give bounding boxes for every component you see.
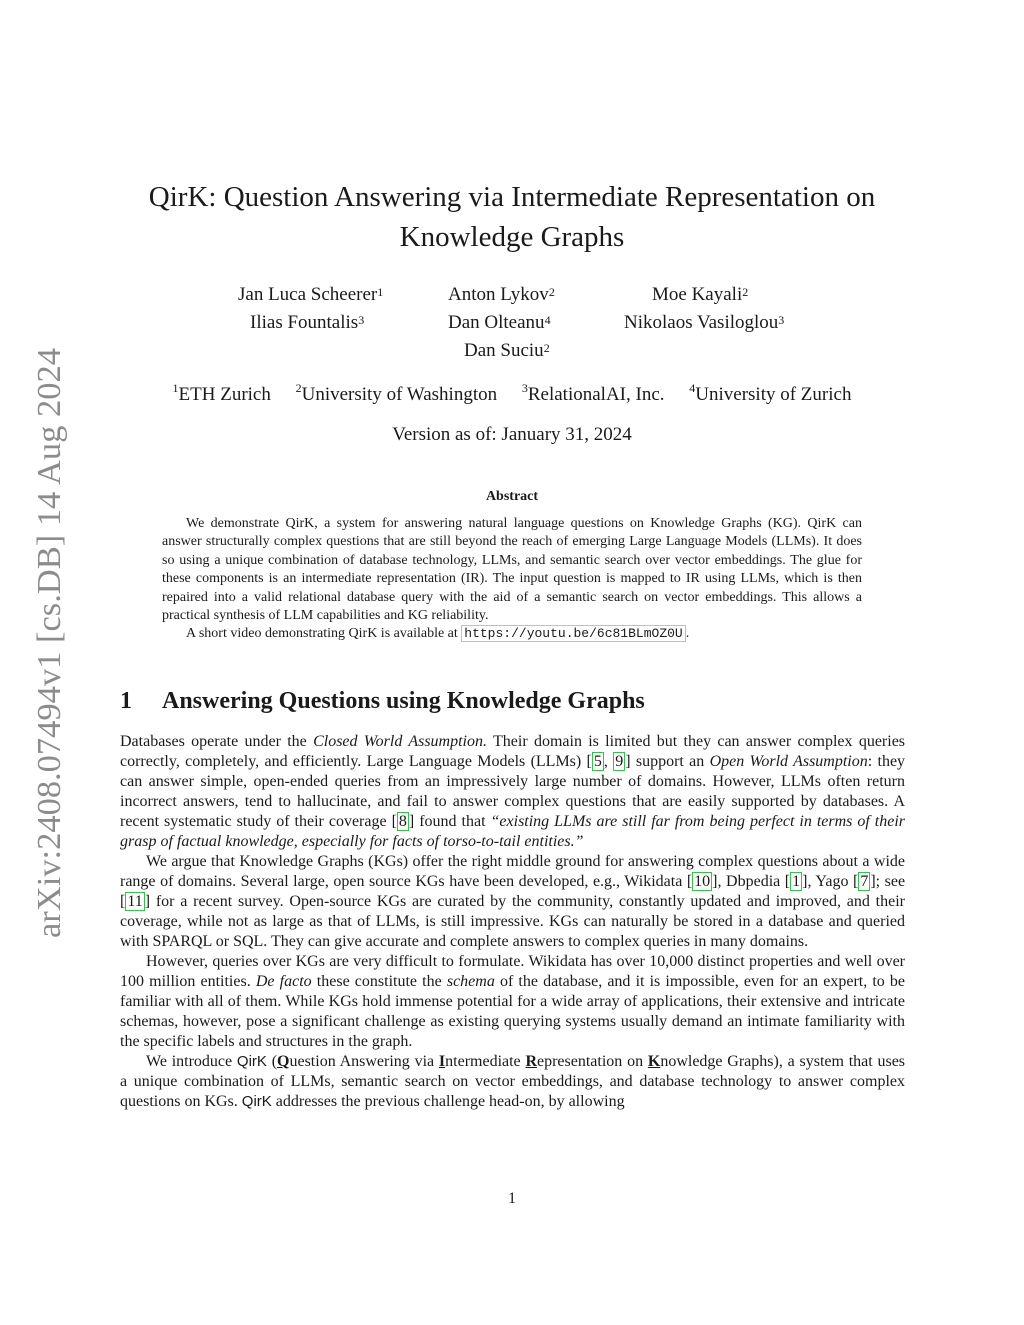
arxiv-id-text: arXiv:2408.07494v1 [cs.DB] 14 Aug 2024 xyxy=(31,356,68,938)
section-number: 1 xyxy=(120,688,132,714)
video-link[interactable]: https://youtu.be/6c81BLmOZ0U xyxy=(461,625,685,642)
body-paragraph-3: However, queries over KGs are very difficult to formulate. Wikidata has over 10,000 distinct properties and well over 100 million entities. De facto these constitute the schema of the database, and it is impossible, even for an expert, to be familiar with all of them. While KGs hold immense potential for a wide array of applications, their extensive and intricate schemas, however, pose a significant challenge as existing querying systems usually demand an intimate familiarity with the specific labels and structures in the graph. xyxy=(120,953,906,1050)
citation-link[interactable]: 9 xyxy=(615,753,624,770)
citation-link[interactable]: 5 xyxy=(593,753,602,770)
affiliation: $^3$RelationalAI, Inc. xyxy=(521,381,665,405)
abstract-video-line: A short video demonstrating QirK is available at https://youtu.be/6c81BLmOZ0U . xyxy=(186,626,690,642)
affiliation: $^2$University of Washington xyxy=(295,381,498,405)
section-title-text: Answering Questions using Knowledge Graphs xyxy=(162,688,645,714)
title-line-2: Knowledge Graphs xyxy=(399,221,625,253)
abstract-heading: Abstract xyxy=(485,489,539,504)
version-date: Version as of: January 31, 2024 xyxy=(392,424,632,445)
body-paragraph-4: We introduce QirK (Question Answering via Intermediate Representation on Knowledge Graphs), a system that uses a unique combination of LLMs, semantic search on vector embeddings, and database technology to answer complex questions on KGs. QirK addresses the previous challenge head-on, by allowing xyxy=(120,1053,906,1110)
author: Anton Lykov$^2$ xyxy=(448,284,555,305)
author: Nikolaos Vasiloglou$^3$ xyxy=(624,312,785,333)
affiliations xyxy=(0,381,1024,406)
citation-link[interactable]: 1 xyxy=(792,873,801,890)
citation-link[interactable]: 7 xyxy=(860,873,869,890)
author: Dan Suciu$^2$ xyxy=(464,340,550,361)
citation-link[interactable]: 10 xyxy=(694,873,711,890)
abstract-paragraph: We demonstrate QirK, a system for answering natural language questions on Knowledge Graphs (KG). QirK can answer structurally complex questions that are still beyond the reach of emerging Large Language Models (LLMs). It does so using a unique combination of database technology, LLMs, and semantic search over vector embeddings. The glue for these components is an intermediate representation (IR). The input question is mapped to IR using LLMs, which is then repaired into a valid relational database query with the aid of a semantic search on vector embeddings. This allows a practical synthesis of LLM capabilities and KG reliability. xyxy=(162,516,862,624)
affiliation: $^4$University of Zurich xyxy=(689,381,852,405)
affiliation: $^1$ETH Zurich xyxy=(172,381,271,405)
page-number: 1 xyxy=(508,1190,516,1207)
body-paragraph-2: We argue that Knowledge Graphs (KGs) offer the right middle ground for answering complex questions about a wide range of domains. Several large, open source KGs have been developed, e.g., Wikidata [ 10 ], Dbpedia [ 1 ], Yago [ 7 ]; see [ 11 ] for a recent survey. Open-source KGs are curated by the community, constantly updated and improved, and their coverage, while not as large as that of LLMs, is still impressive. KGs can naturally be stored in a database and queried with SPARQL or SQL. They can give accurate and complete answers to complex queries in many domains. xyxy=(120,853,906,950)
citation-link[interactable]: 11 xyxy=(127,893,143,910)
author: Dan Olteanu$^4$ xyxy=(448,312,551,333)
abstract xyxy=(162,515,862,644)
title-line-1: QirK: Question Answering via Intermediate Representation on xyxy=(148,181,876,213)
paper-title xyxy=(0,177,1024,257)
section-body xyxy=(120,732,905,1112)
body-paragraph-1: Databases operate under the Closed World Assumption. Their domain is limited but they can answer complex queries correctly, completely, and efficiently. Large Language Models (LLMs) [ 5 , 9 ] support an Open World Assumption: they can answer simple, open-ended queries from an impressively large number of domains. However, LLMs often return incorrect answers, tend to hallucinate, and fail to answer complex questions that are easily supported by databases. A recent systematic study of their coverage [ 8 ] found that “existing LLMs are still far from being perfect in terms of their grasp of factual knowledge, especially for facts of torso-to-tail entities.” xyxy=(120,733,906,850)
author: Moe Kayali$^2$ xyxy=(652,284,749,305)
section-heading xyxy=(120,688,645,715)
citation-link[interactable]: 8 xyxy=(398,813,407,830)
author: Ilias Fountalis$^3$ xyxy=(250,312,365,333)
author: Jan Luca Scheerer$^1$ xyxy=(238,284,384,305)
